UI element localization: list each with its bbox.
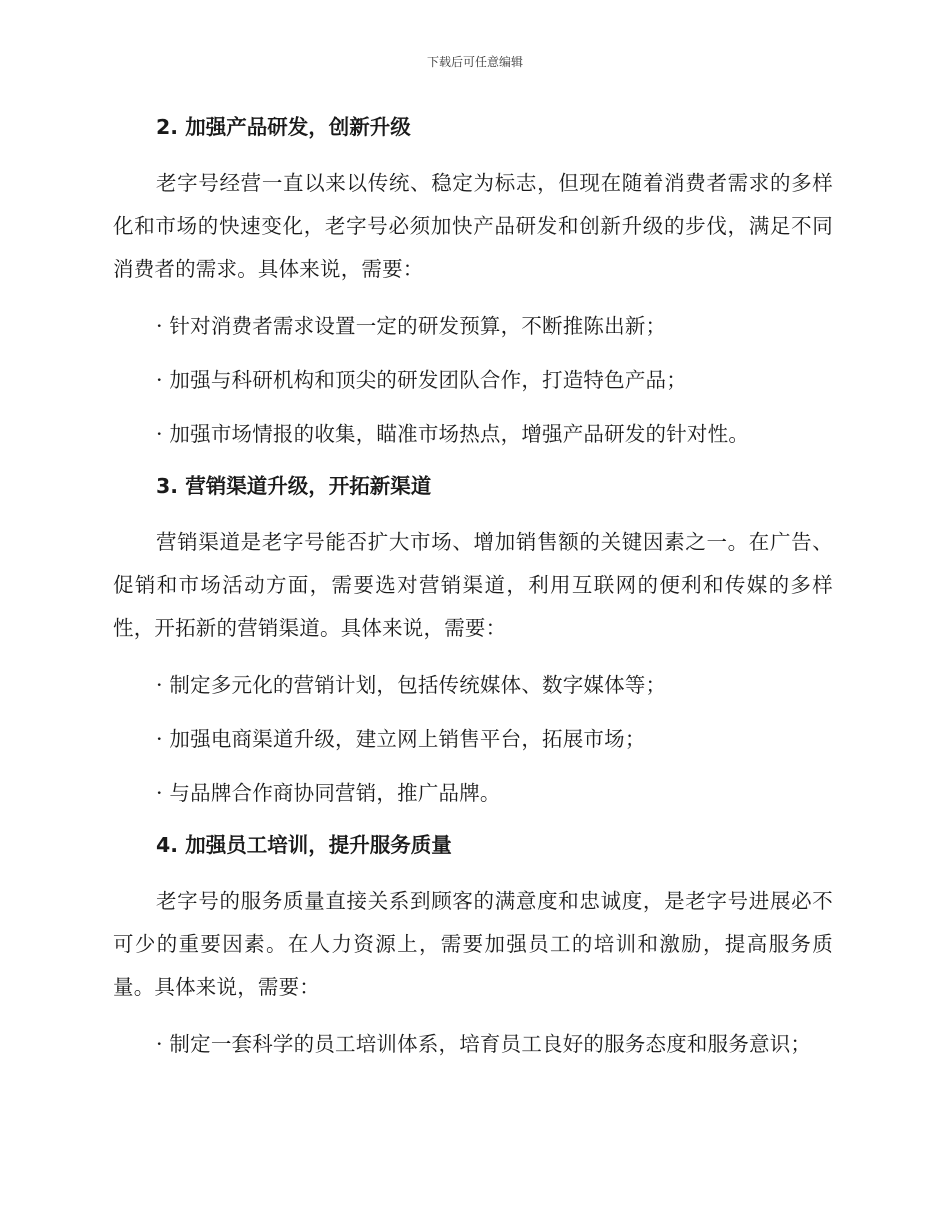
bullet-item: · 加强市场情报的收集，瞄准市场热点，增强产品研发的针对性。 <box>156 422 750 446</box>
section-paragraph: 老字号的服务质量直接关系到顾客的满意度和忠诚度，是老字号进展必不可少的重要因素。在人力资源上，需要加强员工的培训和激励，提高服务质量。具体来说，需要： <box>113 889 833 999</box>
bullet-item: · 制定一套科学的员工培训体系，培育员工良好的服务态度和服务意识； <box>156 1032 812 1056</box>
section-paragraph: 营销渠道是老字号能否扩大市场、增加销售额的关键因素之一。在广告、促销和市场活动方面，需要选对营销渠道，利用互联网的便利和传媒的多样性，开拓新的营销渠道。具体来说，需要： <box>113 530 833 640</box>
bullet-item: · 加强与科研机构和顶尖的研发团队合作，打造特色产品； <box>156 368 687 392</box>
bullet-item: · 加强电商渠道升级，建立网上销售平台，拓展市场； <box>156 727 646 751</box>
section-heading: 3. 营销渠道升级，开拓新渠道 <box>156 474 432 498</box>
page-header: 下载后可任意编辑 <box>426 55 523 69</box>
bullet-item: · 与品牌合作商协同营销，推广品牌。 <box>156 781 501 805</box>
section-paragraph: 老字号经营一直以来以传统、稳定为标志，但现在随着消费者需求的多样化和市场的快速变化，老字号必须加快产品研发和创新升级的步伐，满足不同消费者的需求。具体来说，需要： <box>113 171 833 281</box>
section-heading: 2. 加强产品研发，创新升级 <box>156 115 411 139</box>
section-heading: 4. 加强员工培训，提升服务质量 <box>156 833 452 857</box>
bullet-item: · 制定多元化的营销计划，包括传统媒体、数字媒体等； <box>156 673 667 697</box>
bullet-item: · 针对消费者需求设置一定的研发预算，不断推陈出新； <box>156 314 667 338</box>
document-body <box>113 108 833 1077</box>
